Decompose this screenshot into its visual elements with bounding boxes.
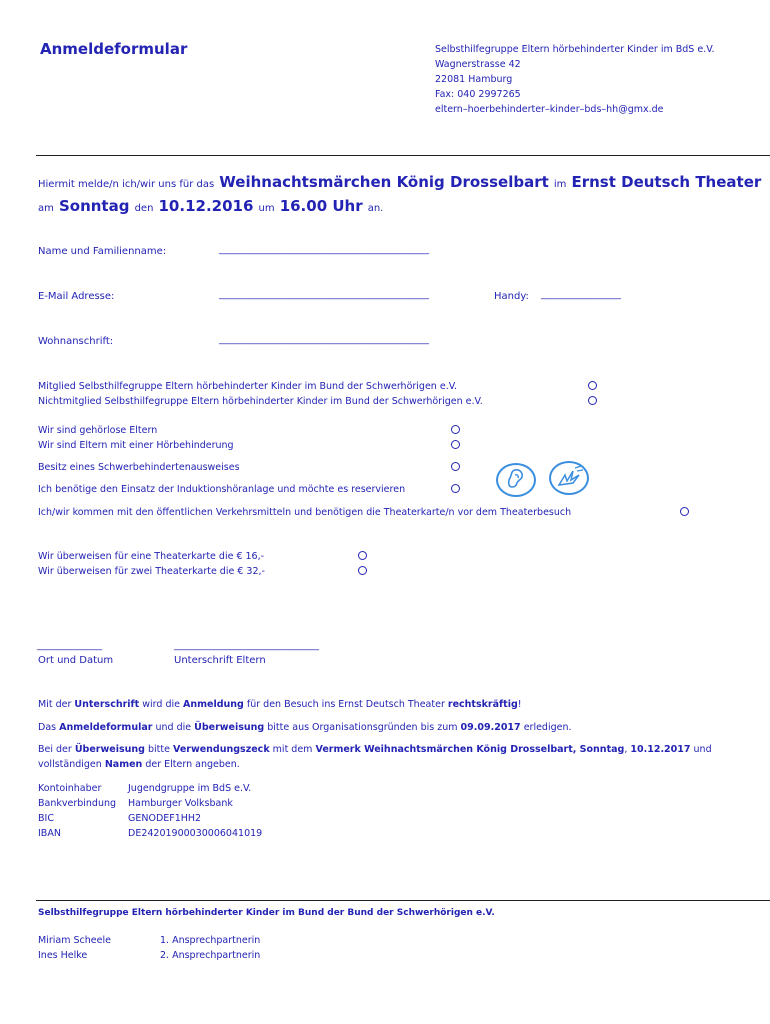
option-member-radio[interactable] [588, 381, 597, 390]
option-one-ticket-label: Wir überweisen für eine Theaterkarte die € 16,- [38, 551, 265, 562]
option-nonmember-radio[interactable] [588, 396, 597, 405]
org-email: eltern–hoerbehinderter–kinder–bds–hh@gmx.de [435, 104, 664, 115]
org-city: 22081 Hamburg [435, 74, 513, 85]
address-field[interactable]: __________________________________________ [219, 334, 429, 345]
bank-row: Kontoinhaber Jugendgruppe im BdS e.V. [38, 783, 252, 794]
note-legal: Mit der Unterschrift wird die Anmeldung für den Besuch ins Ernst Deutsch Theater rechtskräftig! [38, 699, 522, 710]
org-street: Wagnerstrasse 42 [435, 59, 521, 70]
footer-contacts [38, 933, 260, 963]
name-field[interactable]: __________________________________________ [219, 244, 429, 255]
event-date: 10.12.2016 [158, 197, 254, 215]
org-address [435, 42, 715, 117]
email-label: E-Mail Adresse: [38, 291, 115, 302]
venue-name: Ernst Deutsch Theater [571, 173, 762, 191]
note-transfer-line-1: Bei der Überweisung bitte Verwendungszeck mit dem Vermerk Weihnachtsmärchen König Drosselbart, Sonntag, 10.12.2017 und [38, 744, 712, 755]
intro-line-2: am Sonntag den 10.12.2016 um 16.00 Uhr an. [38, 197, 384, 215]
name-label: Name und Familienname: [38, 246, 167, 257]
option-one-ticket-radio[interactable] [358, 551, 367, 560]
option-member-label: Mitglied Selbsthilfegruppe Eltern hörbehinderter Kinder im Bund der Schwerhörigen e.V. [38, 381, 458, 392]
option-deaf-label: Wir sind gehörlose Eltern [38, 425, 158, 436]
option-deaf-radio[interactable] [451, 425, 460, 434]
signature-field[interactable]: _____________________________ [174, 640, 319, 651]
option-card-label: Besitz eines Schwerbehindertenausweises [38, 462, 240, 473]
signature-label: Unterschrift Eltern [174, 655, 266, 666]
note-deadline: Das Anmeldeformular und die Überweisung bitte aus Organisationsgründen bis zum 09.09.2017 erledigen. [38, 722, 572, 733]
option-nonmember-label: Nichtmitglied Selbsthilfegruppe Eltern hörbehinderter Kinder im Bund der Schwerhörigen e.V. [38, 396, 483, 407]
address-label: Wohnanschrift: [38, 336, 114, 347]
bank-row: Bankverbindung Hamburger Volksbank [38, 798, 233, 809]
note-transfer-line-2: vollständigen Namen der Eltern angeben. [38, 759, 240, 770]
event-day: Sonntag [58, 197, 130, 215]
ear-icon [496, 463, 536, 497]
event-time: 16.00 Uhr [279, 197, 363, 215]
event-name: Weihnachtsmärchen König Drosselbart [219, 173, 549, 191]
page-title: Anmeldeformular [40, 40, 188, 58]
option-transport-radio[interactable] [680, 507, 689, 516]
email-field[interactable]: __________________________________________ [219, 289, 429, 300]
option-transport-label: Ich/wir kommen mit den öffentlichen Verkehrsmitteln und benötigen die Theaterkarte/n vor dem Theaterbesuch [38, 507, 572, 518]
place-date-label: Ort und Datum [38, 655, 114, 666]
footer-org: Selbsthilfegruppe Eltern hörbehinderter Kinder im Bund der Bund der Schwerhörigen e.V. [38, 908, 495, 918]
bank-details [38, 781, 262, 841]
org-fax: Fax: 040 2997265 [435, 89, 521, 100]
intro-line-1: Hiermit melde/n ich/wir uns für das Weihnachtsmärchen König Drosselbart im Ernst Deutsch Theater [38, 173, 762, 191]
bank-row: BIC GENODEF1HH2 [38, 813, 202, 824]
footer-divider [36, 900, 770, 901]
org-name: Selbsthilfegruppe Eltern hörbehinderter Kinder im BdS e.V. [435, 44, 715, 55]
option-induction-label: Ich benötige den Einsatz der Induktionshöranlage und möchte es reservieren [38, 484, 406, 495]
handy-label: Handy: [494, 291, 529, 302]
contact-row: Ines Helke 2. Ansprechpartnerin [38, 950, 261, 961]
bank-row: IBAN DE24201900030006041019 [38, 828, 263, 839]
option-two-tickets-radio[interactable] [358, 566, 367, 575]
place-date-field[interactable]: _____________ [37, 640, 102, 651]
handy-field[interactable]: ________________ [541, 289, 621, 300]
option-induction-radio[interactable] [451, 484, 460, 493]
header-divider [36, 155, 770, 156]
option-two-tickets-label: Wir überweisen für zwei Theaterkarte die € 32,- [38, 566, 265, 577]
contact-row: Miriam Scheele 1. Ansprechpartnerin [38, 935, 261, 946]
option-hearing-radio[interactable] [451, 440, 460, 449]
option-card-radio[interactable] [451, 462, 460, 471]
sign-language-icon [549, 461, 589, 495]
option-hearing-label: Wir sind Eltern mit einer Hörbehinderung [38, 440, 234, 451]
